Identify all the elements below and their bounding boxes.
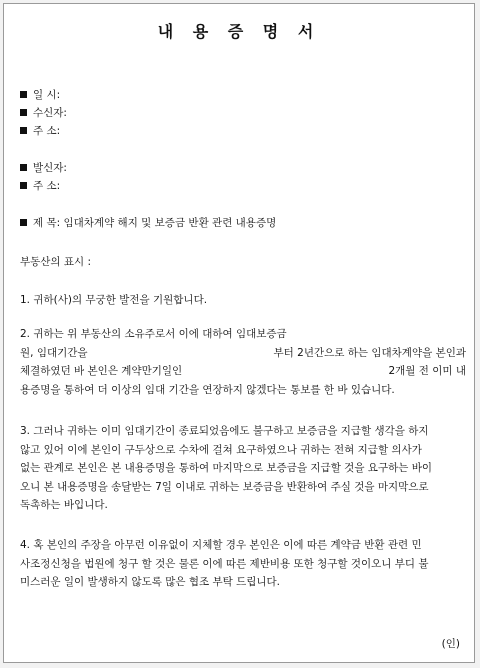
paragraph-line: 2. 귀하는 위 부동산의 소유주로서 이에 대하여 임대보증금 [20, 328, 287, 340]
paragraph-line: 독촉하는 바입니다. [20, 499, 108, 511]
paragraph-1: 1. 귀하(사)의 무궁한 발전을 기원합니다. [20, 294, 208, 306]
bullet-icon [20, 182, 27, 189]
sender-field [20, 160, 67, 175]
paragraph-line: 3. 그러나 귀하는 이미 임대기간이 종료되었음에도 불구하고 보증금을 지급할 생각을 하지 [20, 425, 429, 437]
date-label: 일 시: [33, 89, 61, 101]
property-label: 부동산의 표시 : [20, 256, 92, 268]
seal-mark: (인) [441, 638, 460, 650]
date-field [20, 87, 60, 102]
bullet-icon [20, 91, 27, 98]
paragraph-4 [20, 536, 466, 592]
sender-address-field [20, 178, 60, 193]
bullet-icon [20, 127, 27, 134]
paragraph-line: 미스러운 일이 발생하지 않도록 많은 협조 부탁 드립니다. [20, 576, 280, 588]
document-page [3, 3, 475, 663]
sender-address-label: 주 소: [33, 180, 61, 192]
paragraph-line: 없는 관계로 본인은 본 내용증명을 통하여 마지막으로 보증금을 지급할 것을 요구하는 바이 [20, 462, 433, 474]
paragraph-line: 용증명을 통하여 더 이상의 임대 기간을 연장하지 않겠다는 통보를 한 바 있습니다. [20, 383, 395, 396]
document-title: 내 용 증 명 서 [157, 22, 321, 41]
subject-field [20, 215, 276, 230]
paragraph-line: 사조정신청을 법원에 청구 할 것은 물론 이에 따른 제반비용 또한 청구할 것이오니 부디 불 [20, 557, 429, 570]
bullet-icon [20, 164, 27, 171]
paragraph-line: 원, 임대기간을 부터 2년간으로 하는 임대차계약을 본인과 [20, 346, 466, 359]
paragraph-3 [20, 422, 466, 515]
paragraph-line: 체결하였던 바 본인은 계약만기일인 2개월 전 이미 내 [20, 365, 466, 377]
recipient-address-label: 주 소: [33, 125, 61, 137]
bullet-icon [20, 219, 27, 226]
paragraph-line: 4. 혹 본인의 주장을 아무런 이유없이 지체할 경우 본인은 이에 따른 계약금 반환 관련 민 [20, 539, 422, 551]
bullet-icon [20, 109, 27, 116]
recipient-address-field [20, 123, 60, 138]
subject-text: 제 목: 임대차계약 해지 및 보증금 반환 관련 내용증명 [33, 217, 277, 229]
paragraph-line: 오니 본 내용증명을 송달받는 7일 이내로 귀하는 보증금을 반환하여 주실 것을 마지막으로 [20, 480, 429, 493]
paragraph-line: 않고 있어 이에 본인이 구두상으로 수차에 걸쳐 요구하였으나 귀하는 전혀 지급할 의사가 [20, 443, 422, 456]
sender-label: 발신자: [33, 162, 67, 174]
paragraph-2 [20, 325, 466, 399]
recipient-field [20, 105, 67, 120]
recipient-label: 수신자: [33, 107, 67, 119]
